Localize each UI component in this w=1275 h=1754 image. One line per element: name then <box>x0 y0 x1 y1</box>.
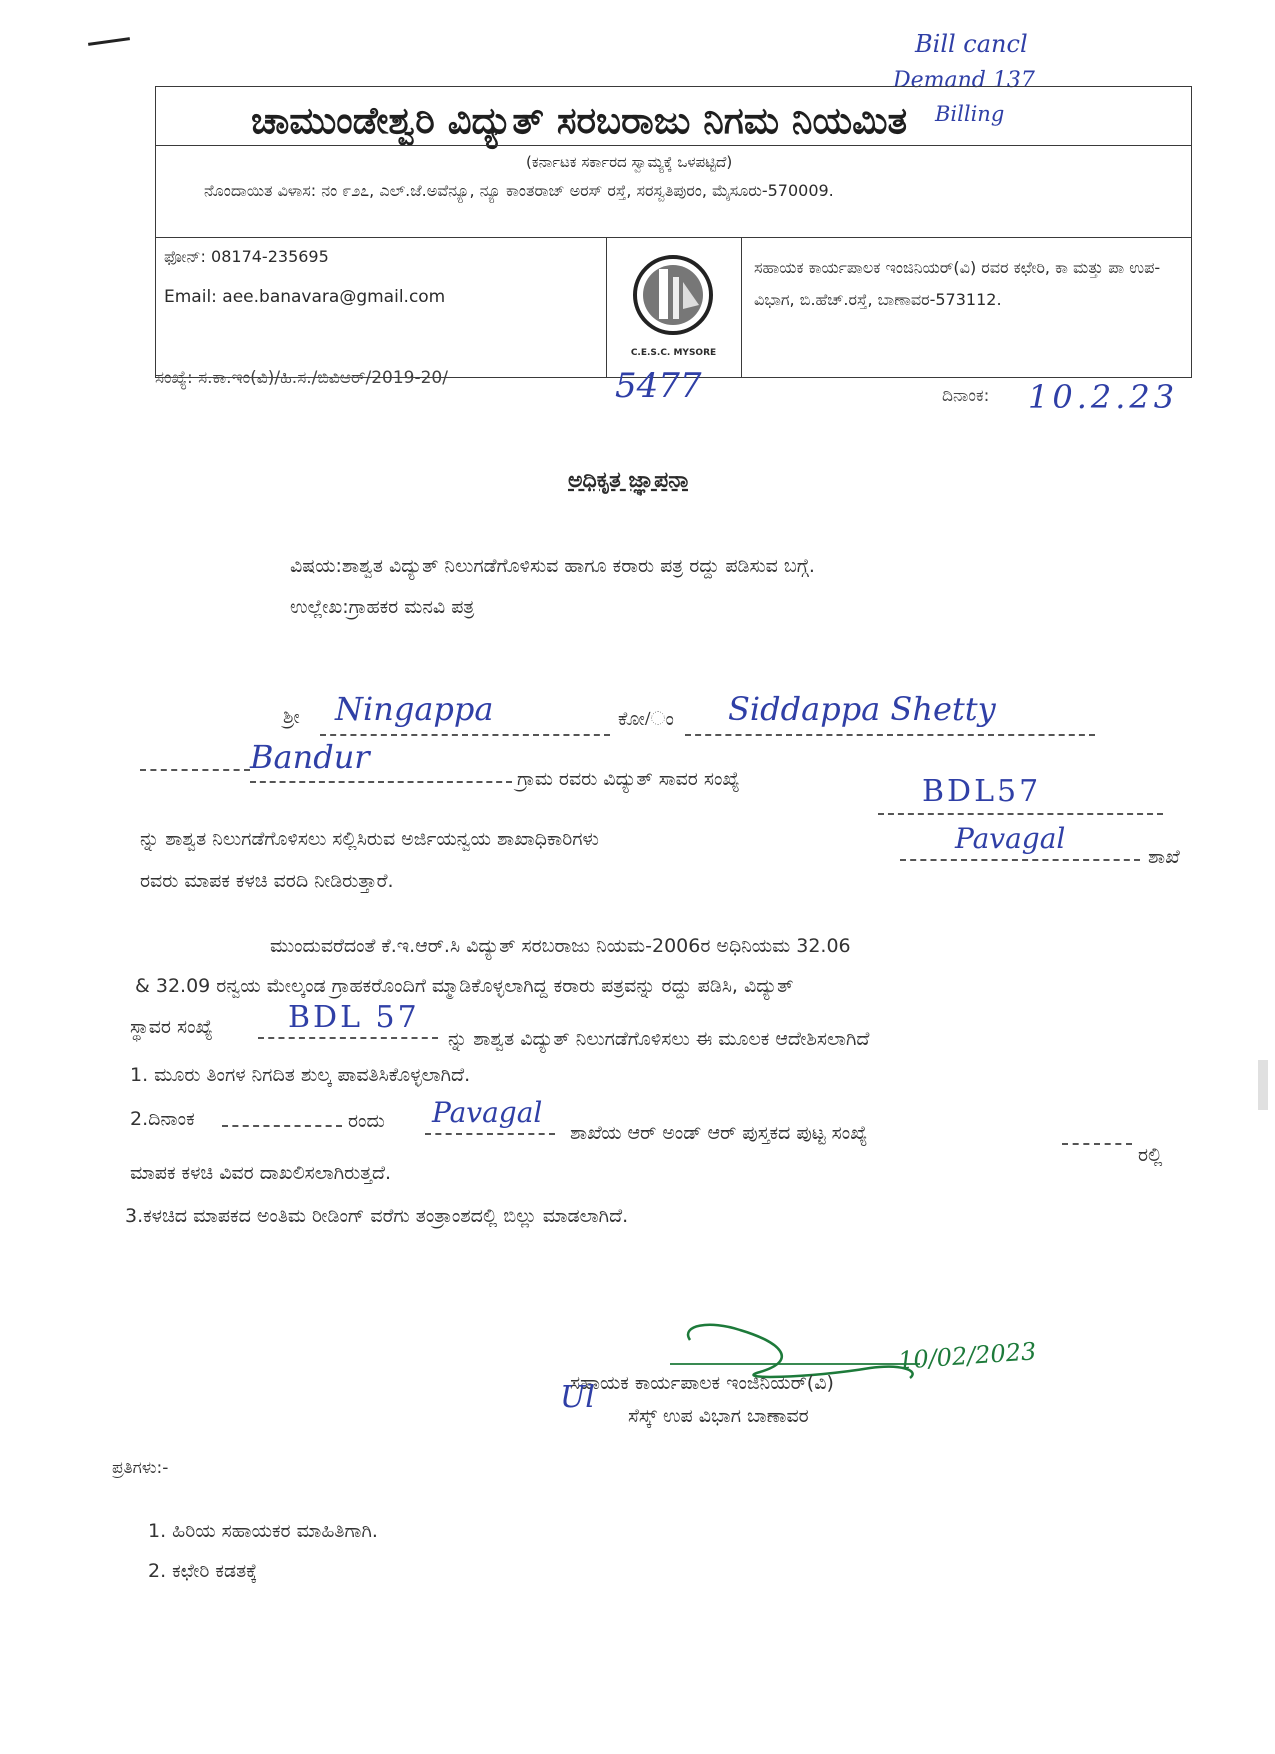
order-item-2d: ರಲ್ಲಿ <box>1138 1144 1163 1166</box>
page-number-line <box>1062 1142 1132 1145</box>
annotation-line-2: Demand 137 <box>893 68 1035 93</box>
office-address: ಸಹಾಯಕ ಕಾರ್ಯಪಾಲಕ ಇಂಜಿನಿಯರ್(ವಿ) ರವರ ಕಛೇರಿ, ಕಾ ಮತ್ತು ಪಾ ಉಪ-ವಿಭಾಗ, ಬಿ.ಹೆಚ್.ರಸ್ತೆ, ಬಾಣಾವರ-573112. <box>754 258 1161 309</box>
paragraph1-line2b: ಶಾಖೆ <box>1148 846 1180 868</box>
paragraph1-line2a: ನ್ನು ಶಾಶ್ವತ ನಿಲುಗಡೆಗೊಳಿಸಲು ಸಲ್ಲಿಸಿರುವ ಅರ್ಜಿಯನ್ವಯ ಶಾಖಾಧಿಕಾರಿಗಳು <box>140 828 599 850</box>
item2-date-line <box>222 1124 342 1127</box>
section-name-2: Pavagal <box>432 1096 543 1129</box>
section-line <box>900 858 1140 861</box>
date-value: 10.2.23 <box>1028 378 1179 416</box>
registered-address: ನೊಂದಾಯಿತ ವಿಳಾಸ: ನಂ ೯೨೭, ಎಲ್.ಜೆ.ಅವೆನ್ಯೂ, ನ್ಯೂ ಕಾಂತರಾಜ್ ಅರಸ್ ರಸ್ತೆ, ಸರಸ್ವತಿಪುರಂ, ಮೈಸೂರು-570009. <box>204 181 834 200</box>
father-name: Siddappa Shetty <box>728 690 996 728</box>
order-item-2c: ಶಾಖೆಯ ಆರ್ ಅಂಡ್ ಆರ್ ಪುಸ್ತಕದ ಪುಟ್ಟ ಸಂಖ್ಯೆ <box>570 1122 868 1144</box>
cesc-logo-emblem <box>621 247 726 342</box>
installation-number-2: BDL 57 <box>288 1000 420 1035</box>
section-name: Pavagal <box>955 822 1066 855</box>
paragraph2-line3b: ನ್ನು ಶಾಶ್ವತ ವಿದ್ಯುತ್ ನಿಲುಗಡೆಗೊಳಿಸಲು ಈ ಮೂಲಕ ಆದೇಶಿಸಲಾಗಿದೆ <box>448 1028 870 1050</box>
customer-name: Ningappa <box>335 690 494 728</box>
paragraph2-line3a: ಸ್ಥಾವರ ಸಂಖ್ಯೆ <box>130 1016 213 1038</box>
copies-label: ಪ್ರತಿಗಳು:- <box>112 1458 169 1478</box>
letterhead <box>155 86 1192 378</box>
reference-line: ಉಲ್ಲೇಖ:ಗ್ರಾಹಕರ ಮನವಿ ಪತ್ರ <box>290 596 475 618</box>
order-item-1: 1. ಮೂರು ತಿಂಗಳ ನಿಗದಿತ ಶುಲ್ಕ ಪಾವತಿಸಿಕೊಳ್ಳಲಾಗಿದೆ. <box>130 1064 471 1086</box>
signatory-title-line2: ಸೆಸ್ಕ್ ಉಪ ವಿಭಾಗ ಬಾಣಾವರ <box>628 1405 809 1427</box>
annotation-line-3: Billing <box>935 102 1005 126</box>
scan-mark <box>88 37 130 46</box>
signature-date: 10/02/2023 <box>897 1337 1038 1375</box>
customer-name-line <box>320 733 610 736</box>
annotation-line-1: Bill cancl <box>915 30 1028 58</box>
reference-number-label: ಸಂಖ್ಯೆ: ಸ.ಕಾ.ಇಂ(ವಿ)/ಹಿ.ಸ./ಬಿವಿಆರ್/2019-20/ <box>155 368 448 388</box>
letterhead-subtitle: (ಕರ್ನಾಟಕ ಸರ್ಕಾರದ ಸ್ವಾಮ್ಯಕ್ಕೆ ಒಳಪಟ್ಟಿದೆ) <box>526 153 733 171</box>
village-leading-line <box>140 768 250 771</box>
memo-title: ಅಧಿಕೃತ ಜ್ಞಾಪನಾ <box>568 468 689 493</box>
order-item-2-line2: ಮಾಪಕ ಕಳಚಿ ವಿವರ ದಾಖಲಿಸಲಾಗಿರುತ್ತದೆ. <box>130 1162 392 1184</box>
village-line <box>250 780 512 783</box>
copy-item-1: 1. ಹಿರಿಯ ಸಹಾಯಕರ ಮಾಹಿತಿಗಾಗಿ. <box>148 1520 378 1542</box>
installation-number-2-line <box>258 1036 438 1039</box>
phone: ಫೋನ್: 08174-235695 <box>164 247 329 266</box>
section-2-line <box>425 1132 555 1135</box>
company-name: ಚಾಮುಂಡೇಶ್ವರಿ ವಿದ್ಯುತ್ ಸರಬರಾಜು ನಿಗಮ ನಿಯಮಿತ <box>251 99 908 142</box>
order-item-3: 3.ಕಳಚಿದ ಮಾಪಕದ ಅಂತಿಮ ರೀಡಿಂಗ್ ವರೆಗು ತಂತ್ರಾಂಶದಲ್ಲಿ ಬಿಲ್ಲು ಮಾಡಲಾಗಿದೆ. <box>125 1205 629 1227</box>
village-text: ಗ್ರಾಮ ರವರು ವಿದ್ಯುತ್ ಸಾವರ ಸಂಖ್ಯೆ <box>517 768 740 790</box>
installation-number: BDL57 <box>922 774 1042 809</box>
email: Email: aee.banavara@gmail.com <box>164 287 446 307</box>
initials: Ul <box>560 1380 595 1415</box>
paragraph2-line1: ಮುಂದುವರೆದಂತೆ ಕೆ.ಇ.ಆರ್.ಸಿ ವಿದ್ಯುತ್ ಸರಬರಾಜು ನಿಯಮ-2006ರ ಅಧಿನಿಯಮ 32.06 <box>270 935 851 957</box>
father-name-line <box>685 733 1095 736</box>
scan-edge-mark <box>1258 1060 1268 1110</box>
installation-number-line <box>878 812 1163 815</box>
date-label: ದಿನಾಂಕ: <box>942 386 990 406</box>
paragraph2-line2: & 32.09 ರನ್ವಯ ಮೇಲ್ಕಂಡ ಗ್ರಾಹಕರೊಂದಿಗೆ ಮ್ಮಾಡಿಕೊಳ್ಳಲಾಗಿದ್ದ ಕರಾರು ಪತ್ರವನ್ನು ರದ್ದು ಪಡಿಸಿ, ವಿದ್ಯುತ್ <box>135 975 794 997</box>
paragraph1-line3: ರವರು ಮಾಪಕ ಕಳಚಿ ವರದಿ ನೀಡಿರುತ್ತಾರೆ. <box>140 870 394 892</box>
signatory-title-line1: ಸಹಾಯಕ ಕಾರ್ಯಪಾಲಕ ಇಂಜಿನಿಯರ್(ವಿ) <box>570 1372 834 1394</box>
sri-label: ಶ್ರೀ <box>283 706 300 728</box>
order-item-2a: 2.ದಿನಾಂಕ <box>130 1108 195 1130</box>
reference-number-value: 5477 <box>615 366 702 406</box>
cesc-logo <box>621 247 726 367</box>
village: Bandur <box>250 738 370 776</box>
cesc-logo-text: C.E.S.C. MYSORE <box>630 348 717 358</box>
copy-item-2: 2. ಕಛೇರಿ ಕಡತಕ್ಕೆ <box>148 1560 258 1582</box>
order-item-2b: ರಂದು <box>348 1110 385 1132</box>
co-label: ಕೋ/ಂ <box>618 708 674 730</box>
subject-line: ವಿಷಯ:ಶಾಶ್ವತ ವಿದ್ಯುತ್ ನಿಲುಗಡೆಗೊಳಿಸುವ ಹಾಗೂ ಕರಾರು ಪತ್ರ ರದ್ದು ಪಡಿಸುವ ಬಗ್ಗೆ. <box>290 555 815 577</box>
